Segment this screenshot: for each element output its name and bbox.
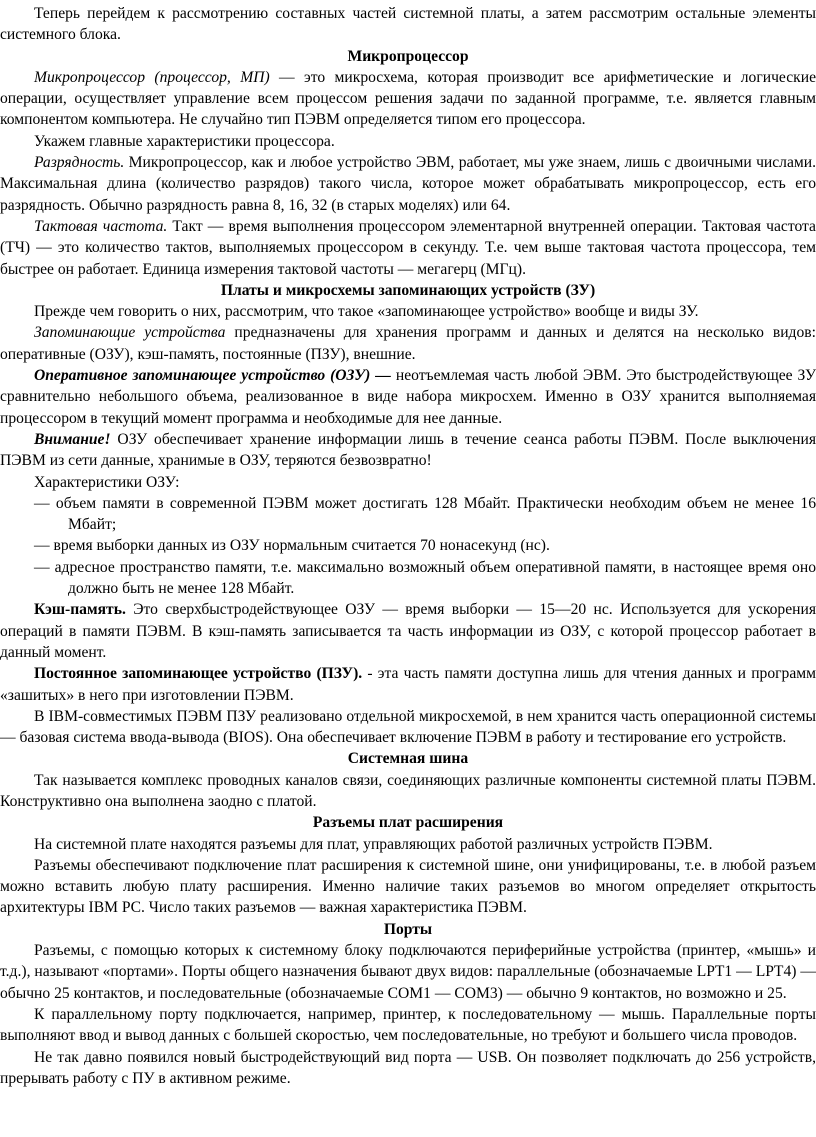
memory-term: Запоминающие устройства [34, 324, 226, 342]
memory-types-text: предназначены для хранения программ и данных и делятся на несколько видов: оперативные (ОЗУ), кэш-память, постоянные (ПЗУ), внешние. [0, 324, 816, 363]
heading-cpu: Микропроцессор [347, 47, 469, 65]
ports-paragraph-1: Разъемы, с помощью которых к системному блоку подключаются периферийные устройства (принтер, «мышь» и т.д.), называют «портами». Порты общего назначения бывают двух видов: параллельные (обозначаемые LPT1 — LPT4) — обычно 25 контактов, и последовательные (обозначаемые СОМ1 — СОМ3) — обычно 9 контактов, но возможно и 25. [0, 942, 816, 1002]
ram-list-item: — адресное пространство памяти, т.е. максимально возможный объем оперативной памяти, в настоящее время оно должно быть не менее 128 Мбайт. [34, 558, 816, 598]
ram-paragraph [0, 365, 816, 429]
intro-paragraph: Теперь перейдем к рассмотрению составных частей системной платы, а затем рассмотрим остальные элементы системного блока. [0, 5, 816, 44]
ram-list-item: — объем памяти в современной ПЭВМ может достигать 128 Мбайт. Практически необходим объем не менее 16 Мбайт; [34, 494, 816, 534]
ram-list-item: — время выборки данных из ОЗУ нормальным считается 70 нонасекунд (нс). [34, 537, 550, 555]
slots-paragraph-2: Разъемы обеспечивают подключение плат расширения к системной шине, они унифицированы, т.е. в любой разъем можно вставить любую плату расширения. Именно наличие таких разъемов во многом определяет открытость архитектуры IBM PC. Число таких разъемов — важная характеристика ПЭВМ. [0, 856, 816, 917]
clock-term: Тактовая частота. [34, 217, 168, 235]
heading-ports: Порты [383, 920, 433, 938]
system-bus-paragraph: Так называется комплекс проводных каналов связи, соединяющих различные компоненты системной платы ПЭВМ. Конструктивно она выполнена заодно с платой. [0, 771, 816, 810]
rom-text: - эта часть памяти доступна лишь для чтения данных и программ «зашитых» в него при изготовлении ПЭВМ. [0, 665, 816, 704]
slots-paragraph-1: На системной плате находятся разъемы для плат, управляющих работой различных устройств ПЭВМ. [34, 835, 713, 853]
heading-system-bus: Системная шина [347, 750, 469, 768]
memory-types-paragraph [0, 322, 816, 365]
rom-ibm-paragraph: В IBM-совместимых ПЭВМ ПЗУ реализовано отдельной микросхемой, в нем хранится часть операционной системы — базовая система ввода-вывода (BIOS). Она обеспечивает включение ПЭВМ в работу и тестирование его устройств. [0, 707, 816, 747]
cpu-term: Микропроцессор (процессор, МП) [34, 68, 270, 86]
ports-paragraph-2: К параллельному порту подключается, например, принтер, к последовательному — мышь. Параллельные порты выполняют ввод и вывод данных с большей скоростью, чем последовательные, но требуют и большего числа проводов. [0, 1005, 816, 1045]
clock-paragraph [0, 216, 816, 280]
bit-width-text: Микропроцессор, как и любое устройство ЭВМ, работает, мы уже знаем, лишь с двоичными числами. Максимальная длина (количество разрядов) такого числа, которое может обрабатывать микропроцессор, есть его разрядность. Обычно разрядность равна 8, 16, 32 (в старых моделях) или 64. [0, 154, 816, 214]
ram-term: Оперативное запоминающее устройство (ОЗУ) — [34, 367, 391, 385]
rom-paragraph [0, 663, 816, 706]
ram-text: неотъемлемая часть любой ЭВМ. Это быстродействующее ЗУ сравнительно небольшого объема, реализованное в виде набора микросхем. Именно в ОЗУ хранится выполняемая процессором в текущий момент программа и необходимые для нее данные. [0, 367, 816, 427]
bit-width-paragraph [0, 152, 816, 216]
cache-term: Кэш-память. [34, 601, 126, 619]
ram-characteristics-intro: Характеристики ОЗУ: [34, 473, 180, 491]
warning-text: ОЗУ обеспечивает хранение информации лишь в течение сеанса работы ПЭВМ. После выключения ПЭВМ из сети данные, хранимые в ОЗУ, теряются безвозвратно! [0, 430, 816, 470]
heading-memory: Платы и микросхемы запоминающих устройств (ЗУ) [220, 281, 596, 299]
warning-term: Внимание! [34, 430, 111, 448]
cpu-definition-text: — это микросхема, которая производит все арифметические и логические операции, осуществляет управление всем процессом решения задачи по заданной программе, т.е. является главным компонентом компьютера. Не случайно тип ПЭВМ определяется типом его процессора. [0, 68, 816, 129]
rom-term: Постоянное запоминающее устройство (ПЗУ). [34, 665, 363, 683]
warning-paragraph [0, 429, 816, 472]
memory-intro-paragraph: Прежде чем говорить о них, рассмотрим, что такое «запоминающее устройство» вообще и виды ЗУ. [34, 303, 699, 321]
clock-text: Такт — время выполнения процессором элементарной внутренней операции. Тактовая частота (ТЧ) — это количество тактов, выполняемых процессором в секунду. Т.е. чем выше тактовая частота процессора, тем быстрее он работает. Единица измерения тактовой частоты — мегагерц (МГц). [0, 217, 816, 278]
bit-width-term: Разрядность. [34, 154, 125, 172]
heading-expansion-slots: Разъемы плат расширения [312, 814, 504, 832]
ports-paragraph-3: Не так давно появился новый быстродействующий вид порта — USB. Он позволяет подключать до 256 устройств, прерывать работу с ПУ в активном режиме. [0, 1048, 816, 1087]
cpu-characteristics-intro: Укажем главные характеристики процессора. [34, 132, 335, 150]
cache-text: Это сверхбыстродействующее ОЗУ — время выборки — 15—20 нс. Используется для ускорения операций в памяти ПЭВМ. В кэш-память записывается та часть информации из ОЗУ, с которой процессор работает в данный момент. [0, 601, 816, 661]
cache-paragraph [0, 599, 816, 663]
cpu-definition-paragraph [0, 67, 816, 131]
